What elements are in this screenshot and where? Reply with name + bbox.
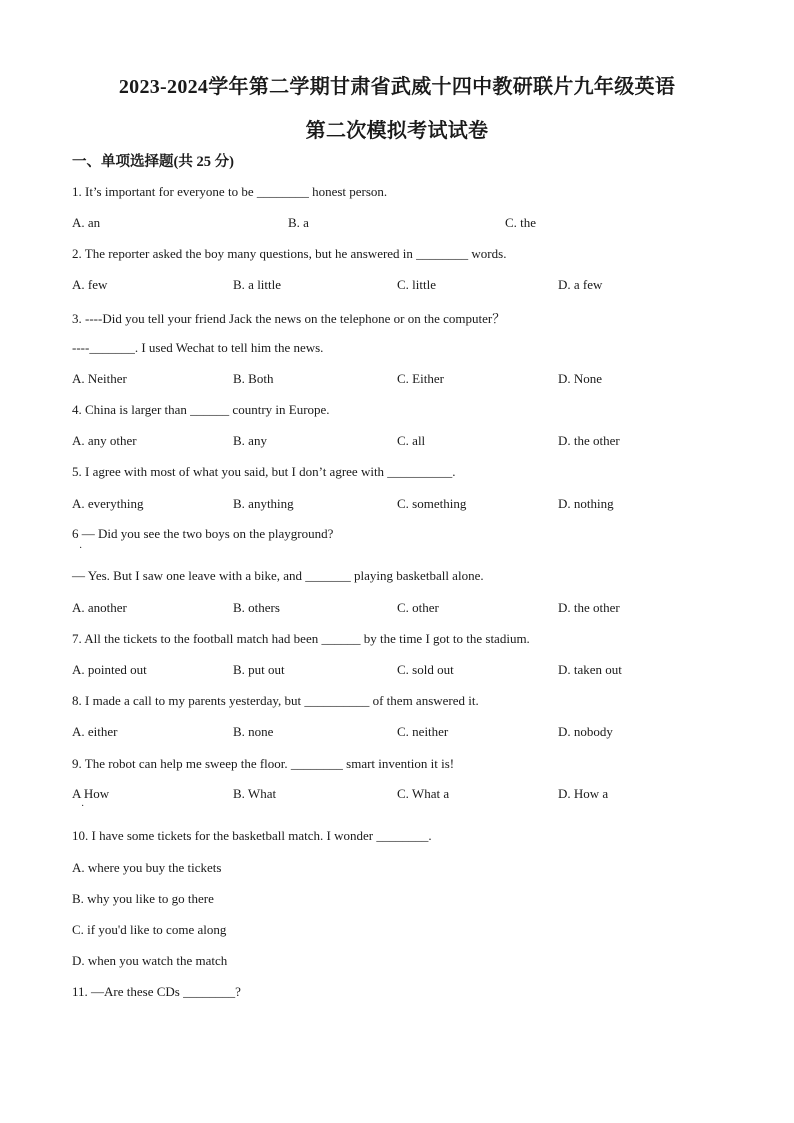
question-4-option-d: D. the other: [558, 433, 620, 448]
question-6-option-a: A. another: [72, 600, 127, 615]
question-6-reply: — Yes. But I saw one leave with a bike, and _______ playing basketball alone.: [72, 568, 484, 583]
section-heading: 一、单项选择题(共 25 分): [72, 154, 234, 170]
question-10-stem: 10. I have some tickets for the basketball match. I wonder ________.: [72, 828, 432, 843]
question-1-option-b: B. a: [288, 215, 309, 230]
question-6-option-b: B. others: [233, 600, 280, 615]
exam-title-line-1: 2023-2024学年第二学期甘肃省武威十四中教研联片九年级英语: [118, 76, 676, 98]
question-9-option-b: B. What: [233, 786, 277, 801]
question-9-option-a: A How: [72, 786, 110, 801]
question-3-stem: 3. ----Did you tell your friend Jack the news on the telephone or on the computer？: [72, 311, 506, 326]
question-2-option-c: C. little: [397, 277, 436, 292]
question-7-option-a: A. pointed out: [72, 662, 147, 677]
question-5-option-b: B. anything: [233, 496, 294, 511]
question-9-option-d: D. How a: [558, 786, 609, 801]
question-3-option-a: A. Neither: [72, 371, 127, 386]
question-1-stem: 1. It’s important for everyone to be ________ honest person.: [72, 184, 388, 199]
question-2-option-b: B. a little: [233, 277, 282, 292]
question-6-option-c: C. other: [397, 600, 439, 615]
question-6-stem: 6 — Did you see the two boys on the playground?: [72, 526, 334, 541]
question-8-option-a: A. either: [72, 724, 118, 739]
question-8-option-b: B. none: [233, 724, 274, 739]
question-5-option-d: D. nothing: [558, 496, 614, 511]
question-8-option-c: C. neither: [397, 724, 449, 739]
question-2-stem: 2. The reporter asked the boy many questions, but he answered in ________ words.: [72, 246, 507, 261]
question-5-option-c: C. something: [397, 496, 467, 511]
punctuation-dot: ·: [81, 801, 85, 812]
question-7-option-d: D. taken out: [558, 662, 622, 677]
question-1-option-a: A. an: [72, 215, 101, 230]
question-8-stem: 8. I made a call to my parents yesterday, but __________ of them answered it.: [72, 693, 479, 708]
question-2-option-a: A. few: [72, 277, 108, 292]
question-4-stem: 4. China is larger than ______ country in Europe.: [72, 402, 330, 417]
question-4-option-b: B. any: [233, 433, 267, 448]
question-8-option-d: D. nobody: [558, 724, 613, 739]
question-6-option-d: D. the other: [558, 600, 620, 615]
question-3-reply: ----_______. I used Wechat to tell him the news.: [72, 340, 324, 355]
punctuation-dot: ·: [79, 543, 83, 554]
question-3-option-d: D. None: [558, 371, 603, 386]
question-4-option-a: A. any other: [72, 433, 137, 448]
question-10-option-d: D. when you watch the match: [72, 953, 228, 968]
question-5-option-a: A. everything: [72, 496, 144, 511]
question-11-stem: 11. —Are these CDs ________?: [72, 984, 241, 999]
question-10-option-a: A. where you buy the tickets: [72, 860, 222, 875]
question-3-option-c: C. Either: [397, 371, 444, 386]
question-7-option-c: C. sold out: [397, 662, 454, 677]
question-10-option-c: C. if you'd like to come along: [72, 922, 227, 937]
question-2-option-d: D. a few: [558, 277, 603, 292]
question-4-option-c: C. all: [397, 433, 426, 448]
question-9-stem: 9. The robot can help me sweep the floor. ________ smart invention it is!: [72, 756, 455, 771]
question-7-option-b: B. put out: [233, 662, 285, 677]
exam-title-line-2: 第二次模拟考试试卷: [305, 120, 489, 142]
question-5-stem: 5. I agree with most of what you said, but I don’t agree with __________.: [72, 464, 456, 479]
question-7-stem: 7. All the tickets to the football match had been ______ by the time I got to the stadium.: [72, 631, 530, 646]
question-10-option-b: B. why you like to go there: [72, 891, 214, 906]
question-9-option-c: C. What a: [397, 786, 450, 801]
question-3-option-b: B. Both: [233, 371, 274, 386]
question-1-option-c: C. the: [505, 215, 537, 230]
